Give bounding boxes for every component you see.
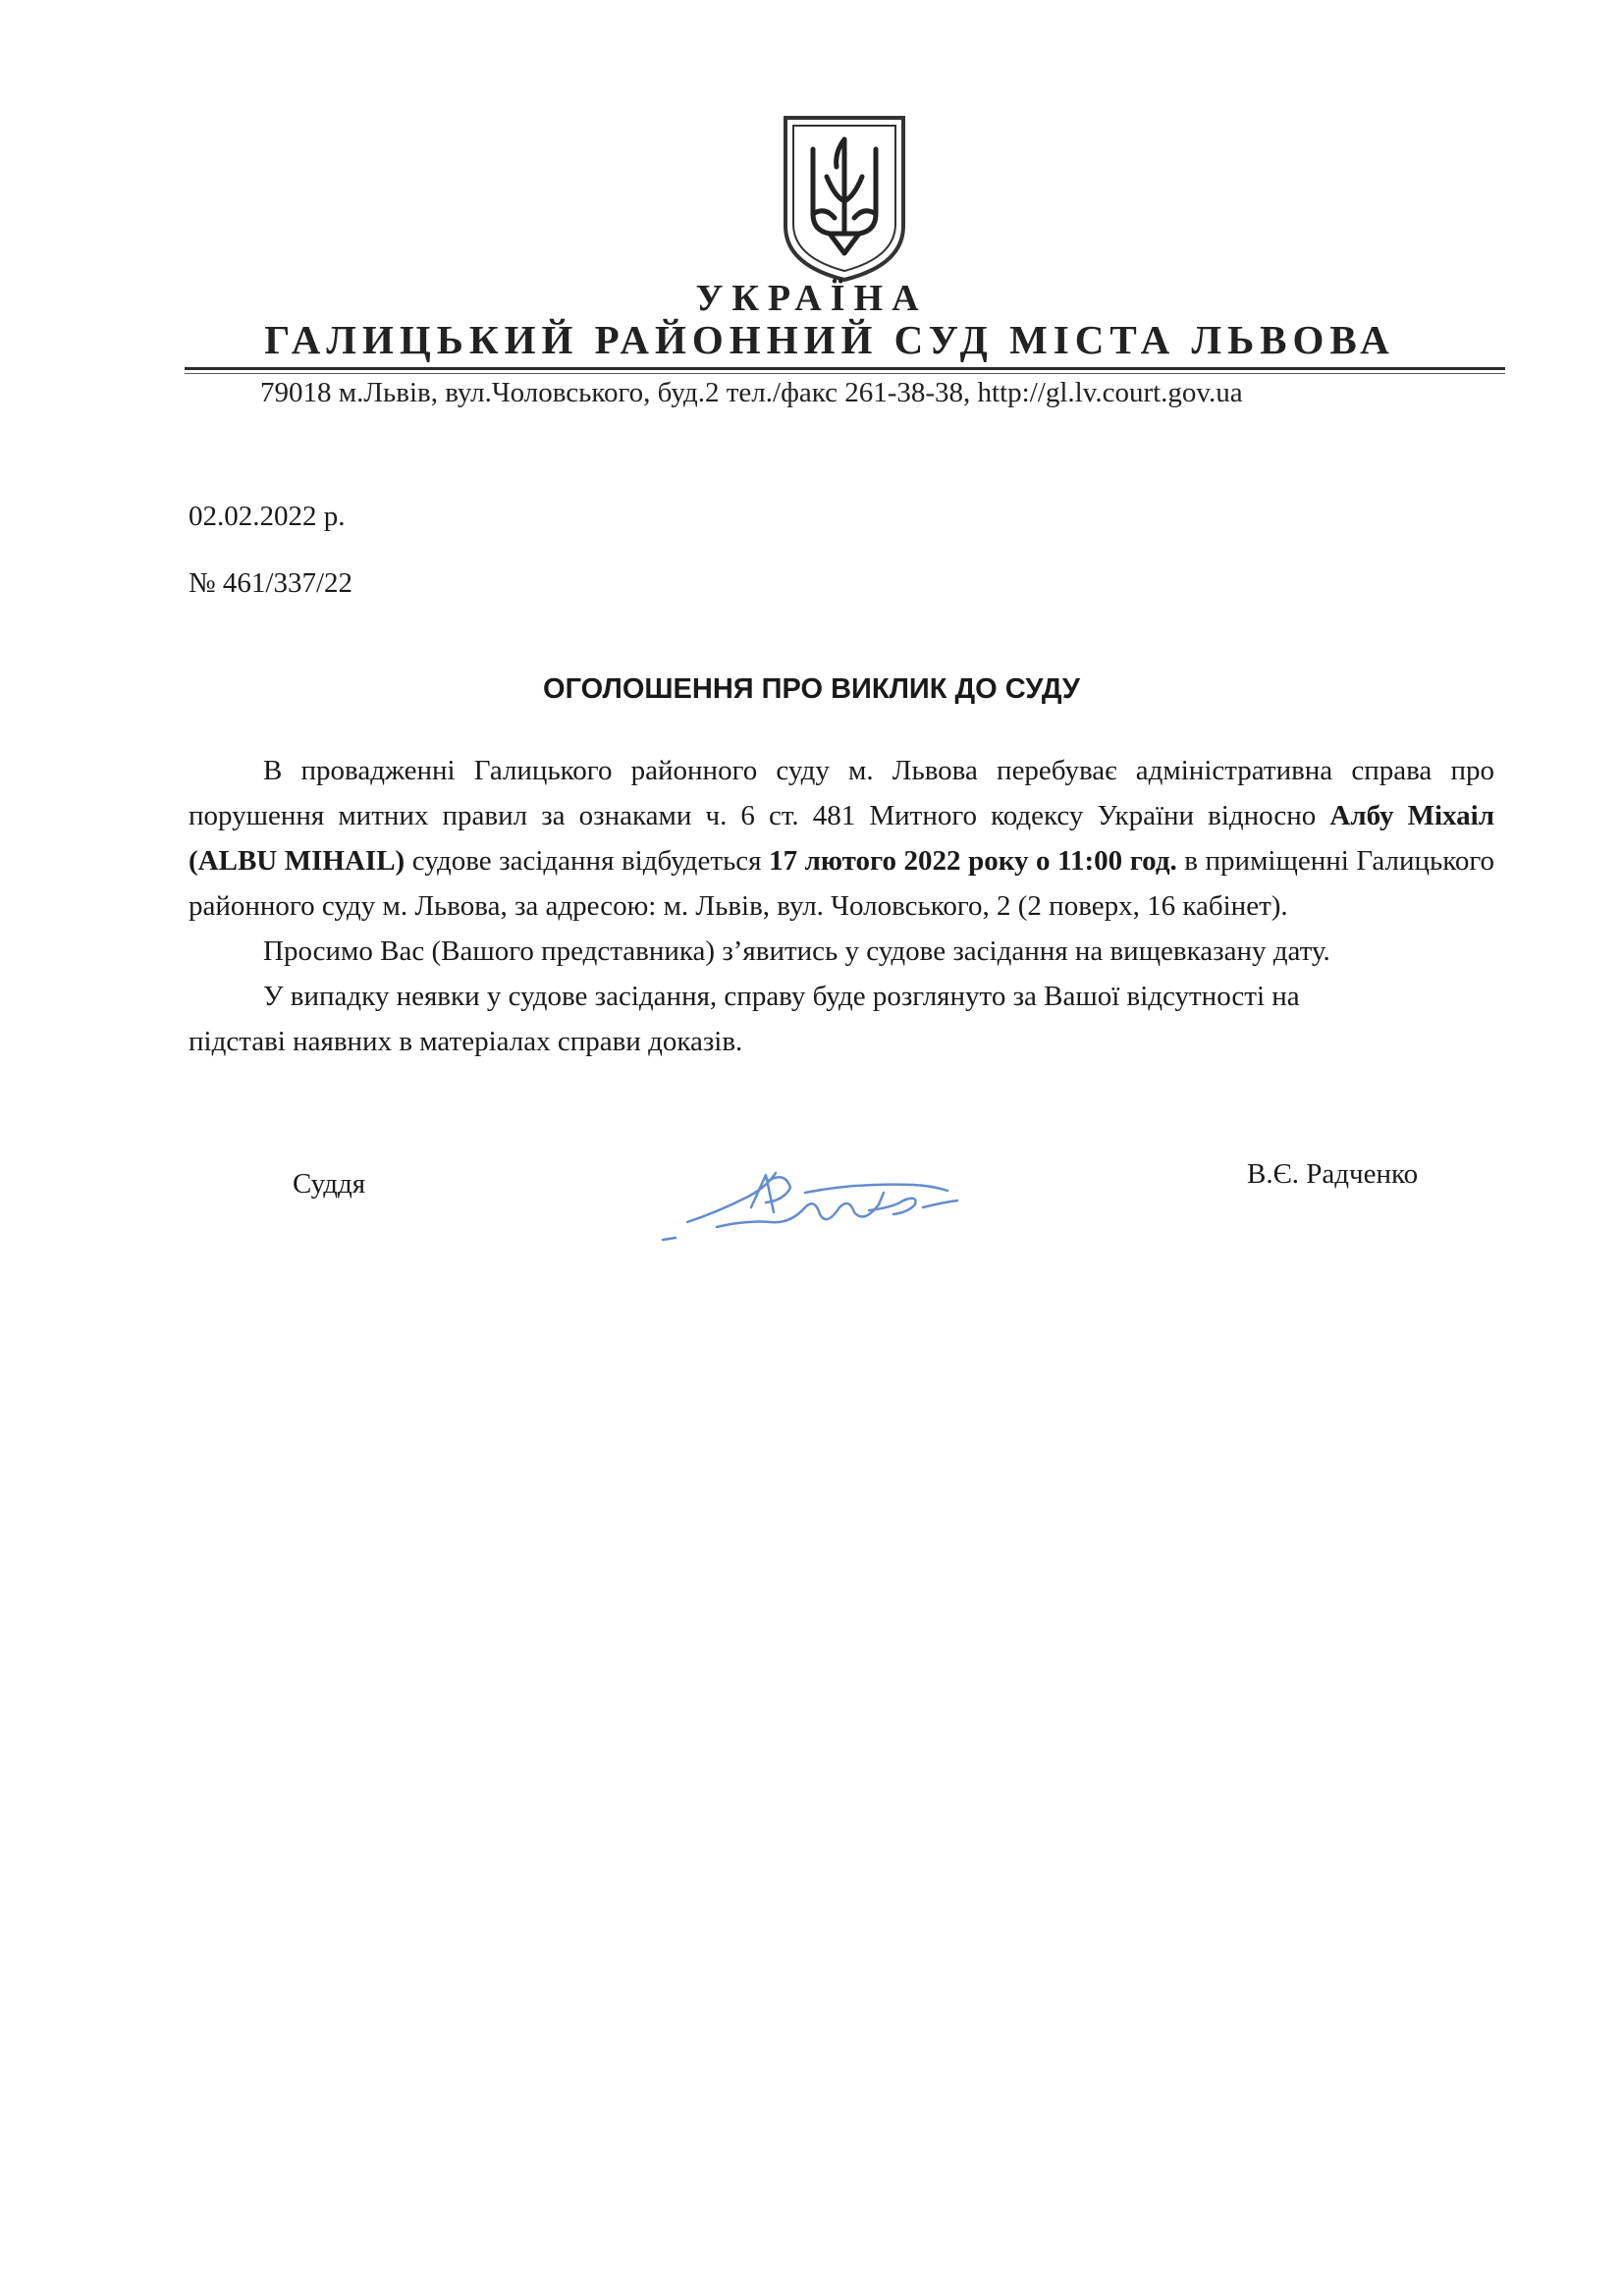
defendant-name: Албу Міхаіл (ALBU MIHAIL)	[189, 800, 1494, 877]
paragraph-request: Просимо Вас (Вашого представника) з’явитись у судове засідання на вищевказану дату.	[263, 935, 1330, 967]
court-name: ГАЛИЦЬКИЙ РАЙОННИЙ СУД МІСТА ЛЬВОВА	[264, 317, 1395, 362]
p1-text-a: В провадженні Галицького районного суду м. Львова перебуває адміністративна справа про порушення митних правил за ознаками ч. 6 ст. 481 Митного кодексу України відносно	[189, 755, 1494, 831]
trident-coat-of-arms-icon	[776, 108, 913, 285]
document-date: 02.02.2022 р.	[189, 501, 346, 532]
country-name: УКРАЇНА	[695, 278, 928, 319]
paragraph-absence-line1: У випадку неявки у судове засідання, справу буде розглянуто за Вашої відсутності на	[263, 981, 1300, 1012]
header-divider-thin	[185, 373, 1505, 374]
judge-name: В.Є. Радченко	[1247, 1158, 1419, 1190]
document-body	[189, 748, 1494, 1064]
p1-text-c: в приміщенні Галицького районного суду м. Львова, за адресою: м. Львів, вул. Чоловського, 2 (2 поверх, 16 кабінет).	[189, 845, 1495, 922]
header-divider	[185, 367, 1505, 370]
p1-text-b: судове засідання відбудеться	[405, 845, 770, 877]
judge-label: Суддя	[293, 1168, 366, 1200]
case-number: № 461/337/22	[189, 567, 353, 599]
handwritten-signature	[658, 1153, 992, 1247]
document-title: ОГОЛОШЕННЯ ПРО ВИКЛИК ДО СУДУ	[543, 673, 1080, 705]
hearing-datetime: 17 лютого 2022 року о 11:00 год.	[769, 845, 1177, 877]
paragraph-absence-line2: підставі наявних в матеріалах справи доказів.	[189, 1026, 743, 1057]
court-address: 79018 м.Львів, вул.Чоловського, буд.2 тел./факс 261-38-38, http://gl.lv.court.gov.ua	[260, 377, 1243, 408]
paragraph-hearing-notice	[189, 748, 1494, 929]
